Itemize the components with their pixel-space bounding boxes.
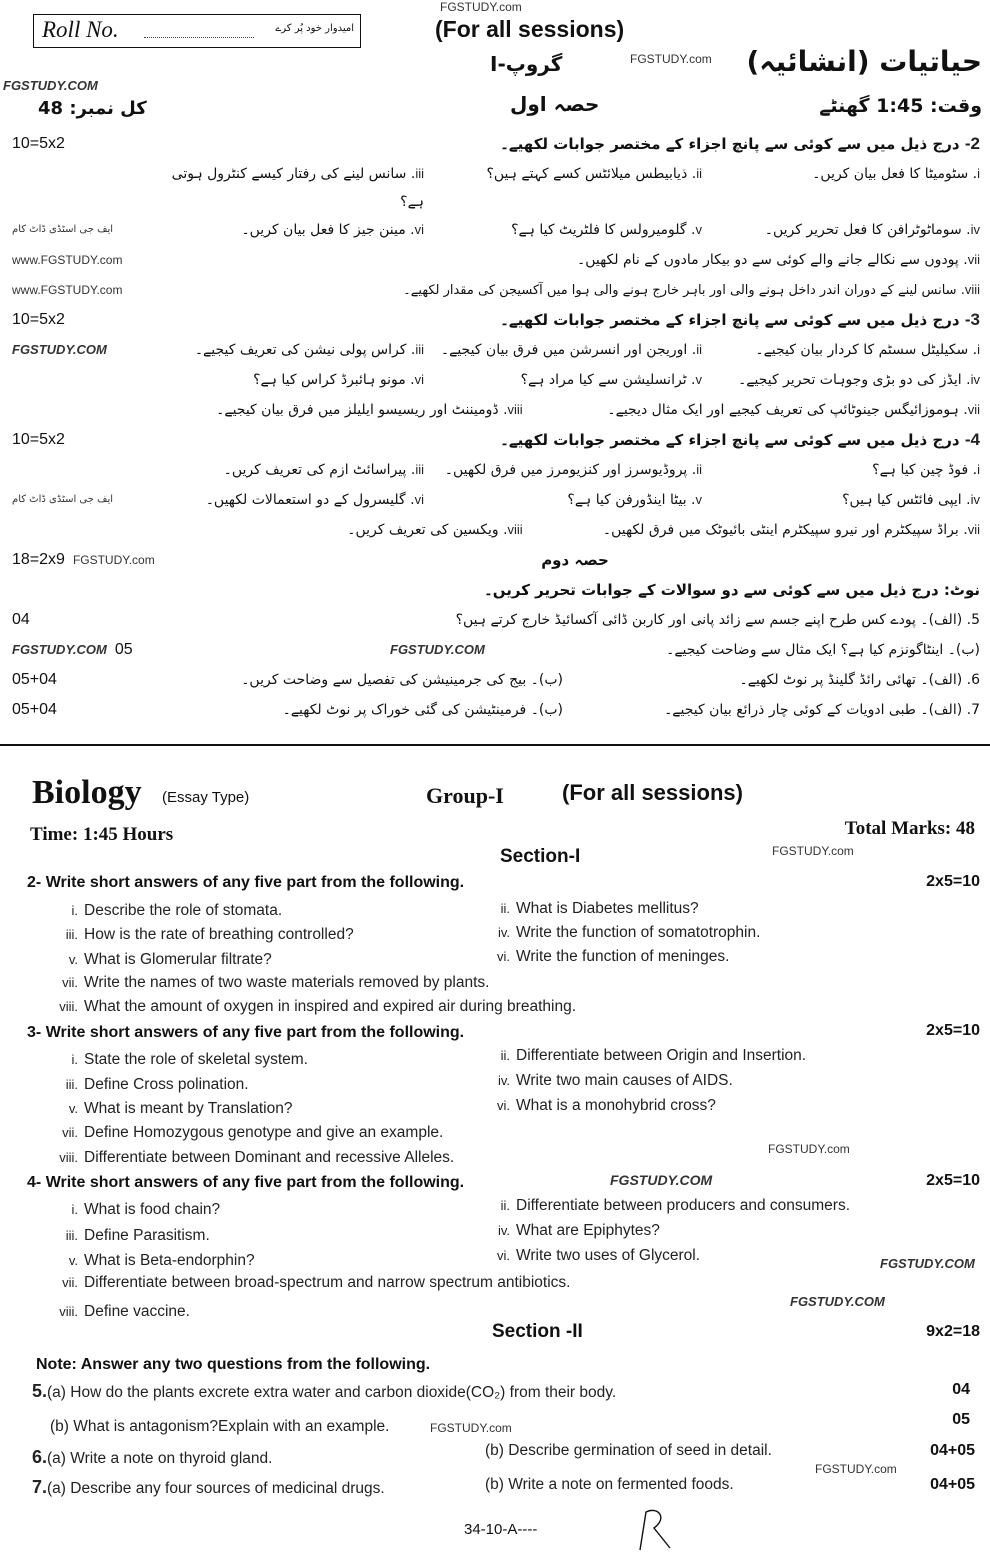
paper-type: (Essay Type): [162, 789, 250, 806]
watermark: FGSTUDY.com: [430, 1421, 512, 1435]
urdu-paper: [0, 0, 990, 744]
q4-item: iii. پیراسائٹ ازم کی تعریف کریں۔: [223, 462, 424, 478]
q2-item-en: vi. Write the function of meninges.: [497, 948, 730, 965]
q2-prompt: 2- درج ذیل میں سے کوئی سے پانچ اجزاء کے مختصر جوابات لکھیے۔: [500, 134, 980, 153]
q4-items-row: [0, 516, 990, 546]
watermark: FGSTUDY.COM: [12, 342, 107, 357]
watermark: FGSTUDY.com: [72, 553, 155, 567]
section-two-note-row: [0, 576, 990, 606]
q4-item-en: iv. What are Epiphytes?: [497, 1222, 660, 1239]
q3-item: viii. ڈومیننٹ اور ریسیسو ایلیلز میں فرق بیان کیجیے۔: [216, 402, 523, 418]
watermark: ایف جی اسٹڈی ڈاٹ کام: [12, 494, 114, 505]
q4-items-row: [0, 486, 990, 516]
section-two-heading-row: [0, 546, 990, 576]
q3-item-en: iv. Write two main causes of AIDS.: [497, 1072, 733, 1089]
q2-prompt-row: [0, 130, 990, 160]
q2-item-en: viii. What the amount of oxygen in inspired and expired air during breathing.: [59, 998, 576, 1015]
q4-item-en: ii. Differentiate between producers and consumers.: [500, 1197, 851, 1214]
q3-item: vi. مونو ہائبرڈ کراس کیا ہے؟: [253, 372, 424, 388]
q3-item: i. سکیلیٹل سسٹم کا کردار بیان کیجیے۔: [755, 342, 980, 358]
paper-title: حیاتیات (انشائیہ): [746, 45, 982, 78]
q4-item: ii. پروڈیوسرز اور کنزیومرز میں فرق لکھیں۔: [444, 462, 702, 478]
q4-item: v. بیٹا اینڈورفن کیا ہے؟: [567, 492, 702, 508]
watermark: FGSTUDY.COM: [390, 642, 485, 657]
q3-item: ii. اوریجن اور انسرشن میں فرق بیان کیجیے۔: [440, 342, 702, 358]
q4-item: vii. براڈ سپیکٹرم اور نیرو سپیکٹرم اینٹی بائیوٹک میں فرق لکھیں۔: [602, 522, 980, 538]
group-label: گروپ-I: [490, 52, 563, 76]
urdu-header: [0, 0, 990, 130]
q4-marks: 10=5x2: [12, 431, 65, 448]
roll-number-label: Roll No.: [42, 17, 119, 42]
q5a-marks-en: 04: [952, 1381, 970, 1398]
q3-item-en: i. State the role of skeletal system.: [71, 1051, 308, 1068]
q2-items-row: [0, 246, 990, 276]
q5a-marks: 04: [12, 611, 30, 628]
q3-marks-en: 2x5=10: [926, 1022, 980, 1039]
q4-item-en: i. What is food chain?: [71, 1201, 221, 1218]
q4-prompt-row: [0, 426, 990, 456]
q5a-row: [0, 606, 990, 636]
q2-marks-en: 2x5=10: [926, 873, 980, 890]
section-one-heading: حصہ اول: [510, 92, 600, 116]
q3-item: vii. ہوموزائیگس جینوٹائپ کی تعریف کیجیے اور ایک مثال دیجیے۔: [607, 402, 980, 418]
watermark: FGSTUDY.com: [440, 0, 522, 14]
watermark: FGSTUDY.COM: [610, 1172, 713, 1188]
q3-marks: 10=5x2: [12, 311, 65, 328]
q5b-row: [0, 636, 990, 666]
q4-marks-en: 2x5=10: [926, 1172, 980, 1189]
section-two-note: نوٹ: درج ذیل میں سے کوئی سے دو سوالات کے جوابات تحریر کریں۔: [483, 581, 980, 599]
q2-item-en: vii. Write the names of two waste materials removed by plants.: [62, 974, 490, 991]
q6a-en: 6.(a) Write a note on thyroid gland.: [32, 1447, 273, 1467]
section-two-heading-en: Section -II: [492, 1321, 583, 1342]
q4-item: vi. گلیسرول کے دو استعمالات لکھیں۔: [205, 492, 424, 508]
q4-item-en: viii. Define vaccine.: [59, 1303, 190, 1320]
q7a: 7. (الف)۔ طبی ادویات کے کوئی چار ذرائع بیان کیجیے۔: [664, 702, 980, 718]
sessions-label: (For all sessions): [435, 16, 625, 42]
total-marks-en: Total Marks: 48: [844, 818, 975, 839]
section-two-heading: حصہ دوم: [541, 551, 609, 569]
watermark: FGSTUDY.COM: [790, 1294, 885, 1309]
q5a-en: 5.(a) How do the plants excrete extra water and carbon dioxide(CO₂) from their body.: [32, 1381, 617, 1401]
q4-item-en: iii. Define Parasitism.: [65, 1227, 210, 1244]
q2-item: ii. ذیابیطس میلائٹس کسے کہتے ہیں؟: [486, 166, 702, 182]
q3-item: iii. کراس پولی نیشن کی تعریف کیجیے۔: [194, 342, 424, 358]
watermark: FGSTUDY.com: [815, 1462, 897, 1476]
q6-marks: 05+04: [12, 671, 57, 688]
q3-items-row: [0, 336, 990, 366]
q3-prompt-row: [0, 306, 990, 336]
q3-item-en: iii. Define Cross polination.: [65, 1076, 249, 1093]
q2-item-en: v. What is Glomerular filtrate?: [68, 951, 272, 968]
watermark: FGSTUDY.com: [630, 52, 712, 66]
q2-item: iii. سانس لینے کی رفتار کیسے کنٹرول ہوتی ہے؟: [171, 166, 424, 210]
q7-marks-en: 04+05: [930, 1476, 975, 1493]
q4-prompt: 4- درج ذیل میں سے کوئی سے پانچ اجزاء کے مختصر جوابات لکھیے۔: [500, 430, 980, 449]
q7-marks: 05+04: [12, 701, 57, 718]
q4-item-en: v. What is Beta-endorphin?: [68, 1252, 255, 1269]
q5b-en: (b) What is antagonism?Explain with an example.: [50, 1418, 390, 1435]
q4-item-en: vii. Differentiate between broad-spectrum and narrow spectrum antibiotics.: [62, 1274, 571, 1291]
q2-marks: 10=5x2: [12, 135, 65, 152]
paper-code: 34-10-A----: [464, 1521, 538, 1538]
q2-items-row: [0, 276, 990, 306]
total-marks: کل نمبر: 48: [38, 98, 147, 119]
q4-item-en: vi. Write two uses of Glycerol.: [497, 1247, 701, 1264]
watermark: FGSTUDY.com: [768, 1142, 850, 1156]
roll-number-box: [33, 14, 361, 48]
q3-item-en: viii. Differentiate between Dominant and recessive Alleles.: [59, 1149, 455, 1166]
watermark: FGSTUDY.com: [772, 844, 854, 858]
q2-items-row: [0, 160, 990, 216]
q7b: (ب)۔ فرمینٹیشن کی گئی خوراک پر نوٹ لکھیے۔: [282, 702, 563, 718]
q6b: (ب)۔ بیج کی جرمینیشن کی تفصیل سے وضاحت کریں۔: [241, 672, 563, 688]
roll-number-line: [144, 37, 254, 38]
q6-row: [0, 666, 990, 696]
group-label-en: Group-I: [426, 783, 504, 808]
q2-item: viii. سانس لینے کے دوران اندر داخل ہونے والی اور باہر خارج ہونے والی ہوا میں آکسیجن کی مقدار لکھیے۔: [403, 282, 980, 298]
q4-item: i. فوڈ چین کیا ہے؟: [872, 462, 980, 478]
q7a-en: 7.(a) Describe any four sources of medicinal drugs.: [32, 1477, 385, 1497]
q3-item-en: vi. What is a monohybrid cross?: [497, 1097, 716, 1114]
section-two-note-en: Note: Answer any two questions from the following.: [36, 1356, 431, 1373]
q6a: 6. (الف)۔ تھائی رائڈ گلینڈ پر نوٹ لکھیے۔: [739, 672, 980, 688]
q2-item: v. گلومیرولس کا فلٹریٹ کیا ہے؟: [511, 222, 702, 238]
q6-marks-en: 04+05: [930, 1442, 975, 1459]
watermark: www.FGSTUDY.com: [12, 253, 123, 267]
q3-item: v. ٹرانسلیشن سے کیا مراد ہے؟: [520, 372, 702, 388]
watermark: FGSTUDY.COM: [880, 1256, 975, 1271]
q3-item-en: v. What is meant by Translation?: [68, 1100, 293, 1117]
q2-item-en: ii. What is Diabetes mellitus?: [500, 900, 699, 917]
q5a: 5. (الف)۔ پودے کس طرح اپنے جسم سے زائد پانی اور کاربن ڈائی آکسائیڈ خارج کرتے ہیں؟: [455, 612, 980, 628]
q4-items-row: [0, 456, 990, 486]
q3-item-en: vii. Define Homozygous genotype and give an example.: [62, 1124, 444, 1141]
watermark: FGSTUDY.COM: [12, 642, 107, 657]
watermark: FGSTUDY.COM: [3, 78, 98, 93]
time-allowed-en: Time: 1:45 Hours: [30, 824, 174, 845]
section-one-heading-en: Section-I: [500, 846, 581, 867]
q2-item: iv. سوماٹوٹرافن کا فعل تحریر کریں۔: [764, 222, 980, 238]
sessions-label-en: (For all sessions): [562, 780, 743, 805]
q3-item: iv. ایڈز کی دو بڑی وجوہات تحریر کیجیے۔: [738, 372, 980, 388]
english-paper: [0, 746, 990, 1553]
q3-items-row: [0, 366, 990, 396]
q4-item: viii. ویکسین کی تعریف کریں۔: [347, 522, 523, 538]
q4-item: iv. ایپی فائٹس کیا ہیں؟: [842, 492, 980, 508]
q5b: (ب)۔ اینٹاگونزم کیا ہے؟ ایک مثال سے وضاحت کیجیے۔: [666, 642, 980, 658]
q2-item: vi. مینن جیز کا فعل بیان کریں۔: [241, 222, 424, 238]
watermark: ایف جی اسٹڈی ڈاٹ کام: [12, 224, 114, 235]
time-allowed: وقت: 1:45 گھنٹے: [819, 95, 982, 117]
q7b-en: (b) Write a note on fermented foods.: [485, 1476, 734, 1493]
q2-item: vii. پودوں سے نکالے جانے والے کوئی سے دو بیکار مادوں کے نام لکھیں۔: [577, 252, 980, 268]
q2-items-row: [0, 216, 990, 246]
subject-title: Biology: [32, 774, 142, 811]
q3-prompt-en: 3- Write short answers of any five part from the following.: [27, 1024, 465, 1041]
q7-row: [0, 696, 990, 726]
q3-prompt: 3- درج ذیل میں سے کوئی سے پانچ اجزاء کے مختصر جوابات لکھیے۔: [500, 310, 980, 329]
q5b-marks: 05: [114, 641, 133, 658]
q2-item-en: iv. Write the function of somatotrophin.: [497, 924, 761, 941]
q2-item-en: iii. How is the rate of breathing controlled?: [65, 926, 354, 943]
section-two-marks: 18=2x9: [12, 551, 65, 568]
roll-number-note: امیدوار خود پُر کرے: [275, 23, 354, 34]
q3-item-en: ii. Differentiate between Origin and Insertion.: [500, 1047, 807, 1064]
q4-prompt-en: 4- Write short answers of any five part from the following.: [27, 1174, 465, 1191]
q2-item: i. سٹومیٹا کا فعل بیان کریں۔: [812, 166, 980, 182]
q2-prompt-en: 2- Write short answers of any five part from the following.: [27, 874, 465, 891]
signature-mark: [628, 1508, 678, 1553]
watermark: www.FGSTUDY.com: [12, 283, 123, 297]
section-two-marks-en: 9x2=18: [926, 1323, 980, 1340]
q2-item-en: i. Describe the role of stomata.: [71, 902, 283, 919]
q3-items-row: [0, 396, 990, 426]
q6b-en: (b) Describe germination of seed in detail.: [485, 1442, 772, 1459]
q5b-marks-en: 05: [952, 1411, 970, 1428]
